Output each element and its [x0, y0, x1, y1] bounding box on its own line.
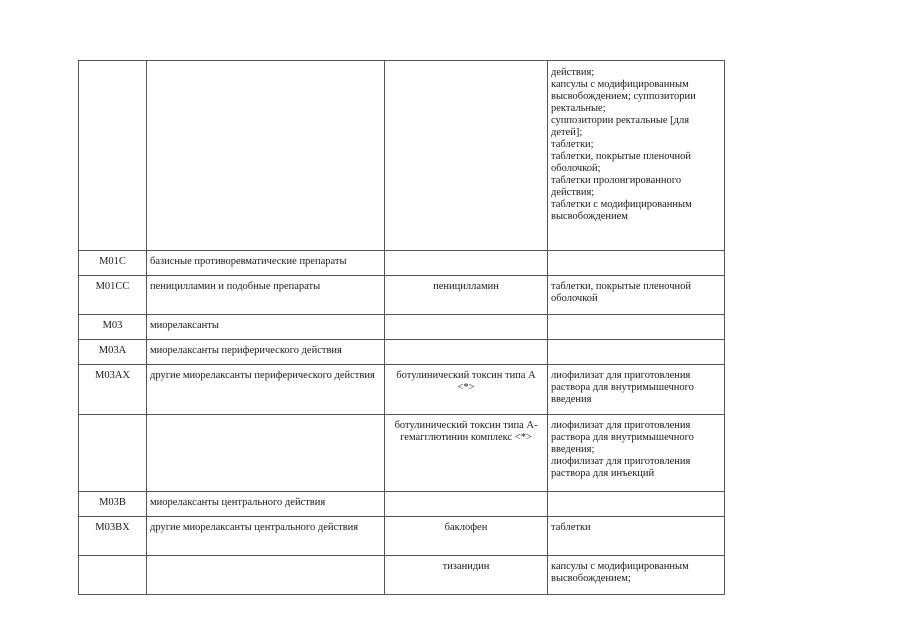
group-name-cell: другие миорелаксанты периферического действия — [147, 365, 385, 415]
dosage-form-line: таблетки — [551, 522, 591, 533]
dosage-form-line: капсулы с модифицированным высвобождением; — [551, 561, 689, 584]
dosage-form-line: лиофилизат для приготовления раствора для внутримышечного введения — [551, 370, 694, 405]
inn-cell: пеницилламин — [385, 276, 548, 315]
group-name-cell — [147, 415, 385, 492]
atc-code-cell — [79, 415, 147, 492]
table-row — [79, 365, 725, 415]
atc-code-cell: M03 — [79, 315, 147, 340]
table-row — [79, 315, 725, 340]
group-name-cell: пеницилламин и подобные препараты — [147, 276, 385, 315]
inn-cell: баклофен — [385, 517, 548, 556]
table-row — [79, 251, 725, 276]
dosage-form-cell — [548, 315, 725, 340]
inn-cell — [385, 61, 548, 251]
table-row — [79, 492, 725, 517]
dosage-form-line: таблетки пролонгированного действия; — [551, 175, 682, 198]
atc-code-cell: M03BX — [79, 517, 147, 556]
group-name-cell: миорелаксанты периферического действия — [147, 340, 385, 365]
drug-classification-table — [78, 60, 725, 595]
group-name-cell — [147, 556, 385, 595]
dosage-form-cell — [548, 492, 725, 517]
atc-code-cell: M01CC — [79, 276, 147, 315]
dosage-form-line: таблетки с модифицированным высвобождением — [551, 199, 692, 222]
inn-cell: тизанидин — [385, 556, 548, 595]
dosage-form-line: действия; — [551, 67, 595, 78]
inn-cell: ботулинический токсин типа A-гемагглютинин комплекс <*> — [385, 415, 548, 492]
dosage-form-cell — [548, 365, 725, 415]
dosage-form-line: лиофилизат для приготовления раствора для инъекций — [551, 456, 691, 479]
inn-cell — [385, 251, 548, 276]
dosage-form-line: таблетки, покрытые пленочной оболочкой — [551, 281, 692, 304]
group-name-cell: миорелаксанты центрального действия — [147, 492, 385, 517]
table-row — [79, 415, 725, 492]
inn-cell — [385, 340, 548, 365]
table-row — [79, 61, 725, 251]
dosage-form-line: лиофилизат для приготовления раствора для внутримышечного введения; — [551, 420, 694, 455]
group-name-cell — [147, 61, 385, 251]
table-row — [79, 340, 725, 365]
dosage-form-line: суппозитории ректальные [для детей]; — [551, 115, 690, 138]
atc-code-cell: M01C — [79, 251, 147, 276]
group-name-cell: другие миорелаксанты центрального действия — [147, 517, 385, 556]
dosage-form-line: таблетки; — [551, 139, 594, 150]
dosage-form-cell — [548, 556, 725, 595]
atc-code-cell: M03B — [79, 492, 147, 517]
dosage-form-cell — [548, 340, 725, 365]
group-name-cell: миорелаксанты — [147, 315, 385, 340]
atc-code-cell — [79, 61, 147, 251]
dosage-form-cell — [548, 251, 725, 276]
atc-code-cell — [79, 556, 147, 595]
table-row — [79, 276, 725, 315]
dosage-form-line: капсулы с модифицированным высвобождением; суппозитории ректальные; — [551, 79, 696, 114]
table-row — [79, 517, 725, 556]
inn-cell — [385, 315, 548, 340]
dosage-form-line: таблетки, покрытые пленочной оболочкой; — [551, 151, 692, 174]
dosage-form-cell — [548, 276, 725, 315]
table-row — [79, 556, 725, 595]
dosage-form-cell — [548, 517, 725, 556]
dosage-form-cell — [548, 61, 725, 251]
inn-cell: ботулинический токсин типа A <*> — [385, 365, 548, 415]
inn-cell — [385, 492, 548, 517]
atc-code-cell: M03AX — [79, 365, 147, 415]
atc-code-cell: M03A — [79, 340, 147, 365]
group-name-cell: базисные противоревматические препараты — [147, 251, 385, 276]
dosage-form-cell — [548, 415, 725, 492]
